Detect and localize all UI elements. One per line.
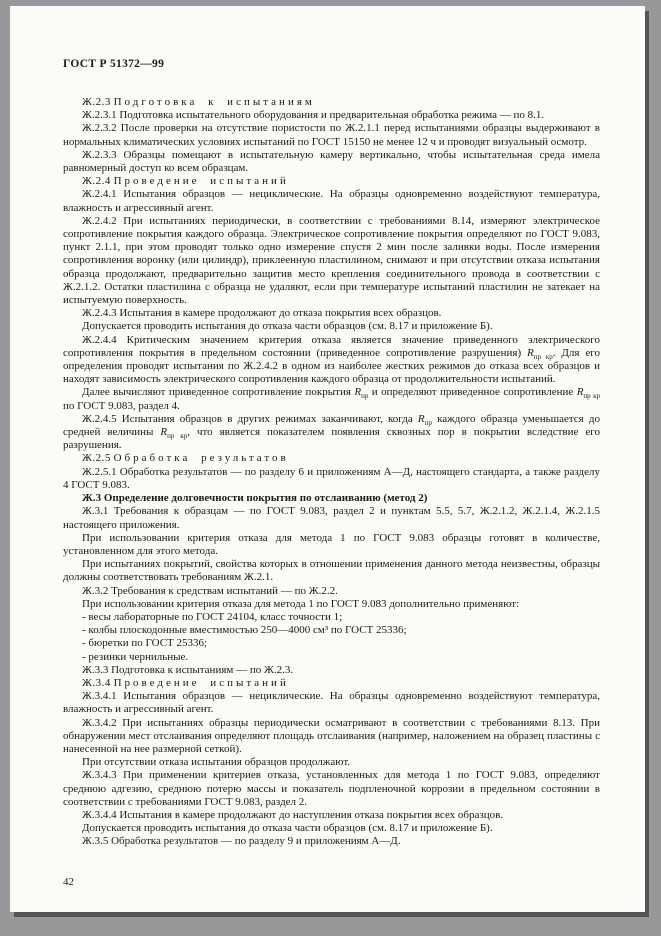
paragraph: - резинки чернильные.	[82, 650, 189, 663]
section-heading	[63, 677, 600, 690]
section-number: Ж.2.3	[82, 96, 111, 108]
paragraph: Ж.2.4.5 Испытания образцов в других режимах заканчивают, когда $R_{пр}$ каждого образца уменьшается до средней величины $R_{пр кр}$, что является показателем появления сквозных пор в покрытии вследствие его разрушения.	[63, 412, 600, 452]
paragraph: Допускается проводить испытания до отказа части образцов (см. 8.17 и приложение Б).	[82, 822, 493, 835]
page-number: 42	[63, 876, 74, 888]
section-number: Ж.3.4	[82, 676, 111, 689]
paragraph: Ж.3.4.2 При испытаниях образцы периодически осматривают в соответствии с требованиями 8.13. При обнаружении мест отслаивания определяют площадь отслаивания (например, наложением на образец пластины с нанесенной на нее размерной сеткой).	[63, 716, 600, 755]
section-title: Проведение испытаний	[113, 175, 289, 188]
section-title: Обработка результатов	[113, 452, 289, 465]
paragraph: Ж.2.3.3 Образцы помещают в испытательную камеру вертикально, чтобы испытательная среда имела равномерный доступ ко всем образцам.	[63, 148, 600, 175]
section-heading: Ж.3 Определение долговечности покрытия по отслаиванию (метод 2)	[82, 492, 428, 505]
paragraph: Ж.2.4.4 Критическим значением критерия отказа является значение приведенного электрического сопротивления покрытия в предельном состоянии (приведенное сопротивление разрушения) $R_{пр кр}$. Для его определения проводят испытания по Ж.2.4.2 в одном из наиболее жестких режимов до отказа всех образцов и находят зависимость электрического сопротивления каждого образца от продолжительности испытаний.	[63, 333, 600, 386]
paragraph: Ж.3.3 Подготовка к испытаниям — по Ж.2.3.	[82, 663, 294, 676]
paragraph: При отсутствии отказа испытания образцов продолжают.	[82, 756, 351, 769]
paragraph: Ж.3.2 Требования к средствам испытаний — по Ж.2.2.	[82, 584, 338, 597]
section-title: Проведение испытаний	[113, 676, 289, 689]
section-heading	[63, 452, 600, 465]
paragraph: Ж.3.4.3 При применении критериев отказа, установленных для метода 1 по ГОСТ 9.083, определяют среднюю адгезию, среднюю потерю массы и показатель подпленочной коррозии в предельном состоянии в соответствии с требованиями ГОСТ 9.083, раздел 2.	[63, 769, 600, 808]
document-header: ГОСТ Р 51372—99	[63, 58, 165, 70]
paragraph: Далее вычисляют приведенное сопротивление покрытия $R_{пр}$ и определяют приведенное сопротивление $R_{пр кр}$ по ГОСТ 9.083, раздел 4.	[63, 386, 600, 412]
section-number: Ж.2.4	[82, 175, 111, 188]
section-heading	[63, 175, 600, 188]
document-page	[10, 6, 645, 912]
section-number: Ж.2.5	[82, 452, 111, 465]
paragraph: Допускается проводить испытания до отказа части образцов (см. 8.17 и приложение Б).	[82, 320, 493, 333]
section-heading	[63, 96, 600, 109]
paragraph: Ж.2.3.1 Подготовка испытательного оборудования и предварительная обработка режима — по 8.1.	[82, 109, 545, 122]
paragraph: Ж.3.4.4 Испытания в камере продолжают до наступления отказа покрытия всех образцов.	[82, 808, 504, 821]
paragraph: Ж.2.5.1 Обработка результатов — по разделу 6 и приложениям А—Д, настоящего стандарта, а также разделу 4 ГОСТ 9.083.	[63, 465, 600, 491]
section-title: Подготовка к испытаниям	[113, 96, 315, 108]
paragraph: При испытаниях покрытий, свойства которых в отношении применения данного метода неизвестны, образцы должны соответствовать требованиям Ж.2.1.	[63, 558, 600, 584]
paragraph: - весы лабораторные по ГОСТ 24104, класс точности 1;	[82, 610, 343, 623]
paragraph: Ж.2.4.1 Испытания образцов — нециклические. На образцы одновременно воздействуют температура, влажность и агрессивный агент.	[63, 188, 600, 214]
paragraph: Ж.3.5 Обработка результатов — по разделу 9 и приложениям А—Д.	[82, 835, 401, 848]
paragraph: Ж.2.4.2 При испытаниях периодически, в соответствии с требованиями 8.14, измеряют электрическое сопротивление покрытия каждого образца. Электрическое сопротивление покрытия определяют по ГОСТ 9.083, пункт 2.1.1, при этом проводят только одно измерение спустя 2 мин после заливки воды. После измерения сопротивления воронку (или цилиндр), приклеенную пластилином, снимают и при отсутствии отказа испытания образца продолжают, предварительно защитив место крепления соединительного провода в соответствии с Ж.2.1.2. Остатки пластилина с образца не удаляют, если при температуре испытаний пластилин не затекает на испытуемую поверхность.	[63, 214, 600, 307]
paragraph: При использовании критерия отказа для метода 1 по ГОСТ 9.083 образцы готовят в количестве, установленном для этого метода.	[63, 531, 600, 557]
paragraph: Ж.3.4.1 Испытания образцов — нециклические. На образцы одновременно воздействуют температура, влажность и агрессивный агент.	[63, 690, 600, 716]
paragraph: Ж.2.4.3 Испытания в камере продолжают до отказа покрытия всех образцов.	[82, 307, 442, 320]
paragraph: При использовании критерия отказа для метода 1 по ГОСТ 9.083 дополнительно применяют:	[82, 597, 520, 610]
document-body	[63, 96, 600, 849]
paragraph: Ж.2.3.2 После проверки на отсутствие пористости по Ж.2.1.1 перед испытаниями образцы выдерживают в нормальных климатических условиях испытаний по ГОСТ 15150 не менее 12 ч и проводят визуальный осмотр.	[63, 122, 600, 148]
paragraph: - колбы плоскодонные вместимостью 250—4000 см³ по ГОСТ 25336;	[82, 624, 407, 637]
paragraph: Ж.3.1 Требования к образцам — по ГОСТ 9.083, раздел 2 и пунктам 5.5, 5.7, Ж.2.1.2, Ж.2.1.4, Ж.2.1.5 настоящего приложения.	[63, 505, 600, 531]
paragraph: - бюретки по ГОСТ 25336;	[82, 637, 208, 650]
